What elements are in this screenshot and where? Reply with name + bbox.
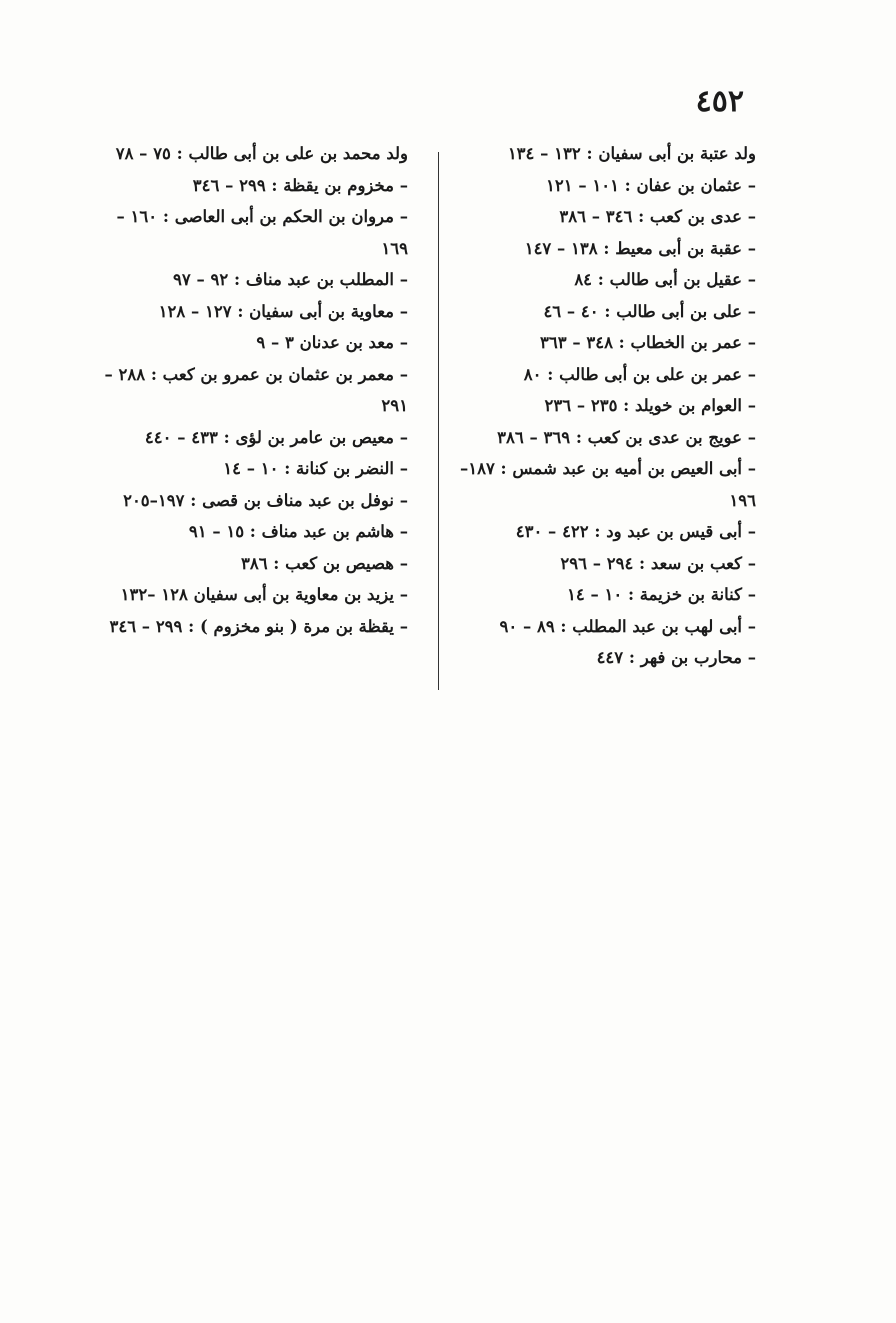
index-entry: – المطلب بن عبد مناف : ٩٢ – ٩٧ <box>173 270 408 289</box>
column-divider <box>438 152 439 690</box>
left-index-column <box>88 138 408 642</box>
index-entry: – أبى لهب بن عبد المطلب : ٨٩ – ٩٠ <box>499 616 756 636</box>
index-entry: – عقيل بن أبى طالب : ٨٤ <box>574 270 756 289</box>
index-entry: – يقظة بن مرة ( بنو مخزوم ) : ٢٩٩ – ٣٤٦ <box>109 616 408 636</box>
index-entry: ولد محمد بن على بن أبى طالب : ٧٥ – ٧٨ <box>115 144 408 163</box>
index-entry: – على بن أبى طالب : ٤٠ – ٤٦ <box>543 301 756 321</box>
index-entry: – النضر بن كنانة : ١٠ – ١٤ <box>223 459 408 478</box>
index-entry: – مروان بن الحكم بن أبى العاصى : ١٦٠ – ١٦٩ <box>116 207 408 258</box>
index-entry: – أبى العيص بن أميه بن عبد شمس : ١٨٧– ١٩٦ <box>459 459 756 510</box>
index-entry: – عمر بن على بن أبى طالب : ٨٠ <box>523 364 756 384</box>
page-number: ٤٥٢ <box>695 84 744 119</box>
index-entry: – العوام بن خويلد : ٢٣٥ – ٢٣٦ <box>544 396 756 415</box>
index-entry: – نوفل بن عبد مناف بن قصى : ١٩٧–٢٠٥ <box>123 490 408 510</box>
index-entry: – معد بن عدنان ٣ – ٩ <box>256 333 408 352</box>
index-entry: – معيص بن عامر بن لؤى : ٤٣٣ – ٤٤٠ <box>144 427 408 447</box>
right-index-column <box>441 138 756 674</box>
index-entry: – عثمان بن عفان : ١٠١ – ١٢١ <box>546 175 756 195</box>
index-entry: – يزيد بن معاوية بن أبى سفيان ١٢٨ –١٣٢ <box>120 585 408 604</box>
index-entry: – مخزوم بن يقظة : ٢٩٩ – ٣٤٦ <box>192 175 408 195</box>
index-entry: – عدى بن كعب : ٣٤٦ – ٣٨٦ <box>559 207 756 226</box>
index-entry: – عويج بن عدى بن كعب : ٣٦٩ – ٣٨٦ <box>497 427 756 447</box>
index-entry: – أبى قيس بن عبد ود : ٤٢٢ – ٤٣٠ <box>515 522 756 541</box>
index-entry: – عقبة بن أبى معيط : ١٣٨ – ١٤٧ <box>524 238 756 258</box>
index-entry: ولد عتبة بن أبى سفيان : ١٣٢ – ١٣٤ <box>507 144 756 163</box>
index-entry: – معمر بن عثمان بن عمرو بن كعب : ٢٨٨ – ٢٩١ <box>104 364 408 415</box>
index-entry: – كنانة بن خزيمة : ١٠ – ١٤ <box>566 585 756 604</box>
index-entry: – محارب بن فهر : ٤٤٧ <box>596 648 756 667</box>
index-entry: – عمر بن الخطاب : ٣٤٨ – ٣٦٣ <box>540 333 756 352</box>
index-entry: – هصيص بن كعب : ٣٨٦ <box>240 553 408 573</box>
index-entry: – كعب بن سعد : ٢٩٤ – ٢٩٦ <box>560 553 756 573</box>
index-entry: – معاوية بن أبى سفيان : ١٢٧ – ١٢٨ <box>158 301 408 321</box>
index-entry: – هاشم بن عبد مناف : ١٥ – ٩١ <box>188 522 408 541</box>
